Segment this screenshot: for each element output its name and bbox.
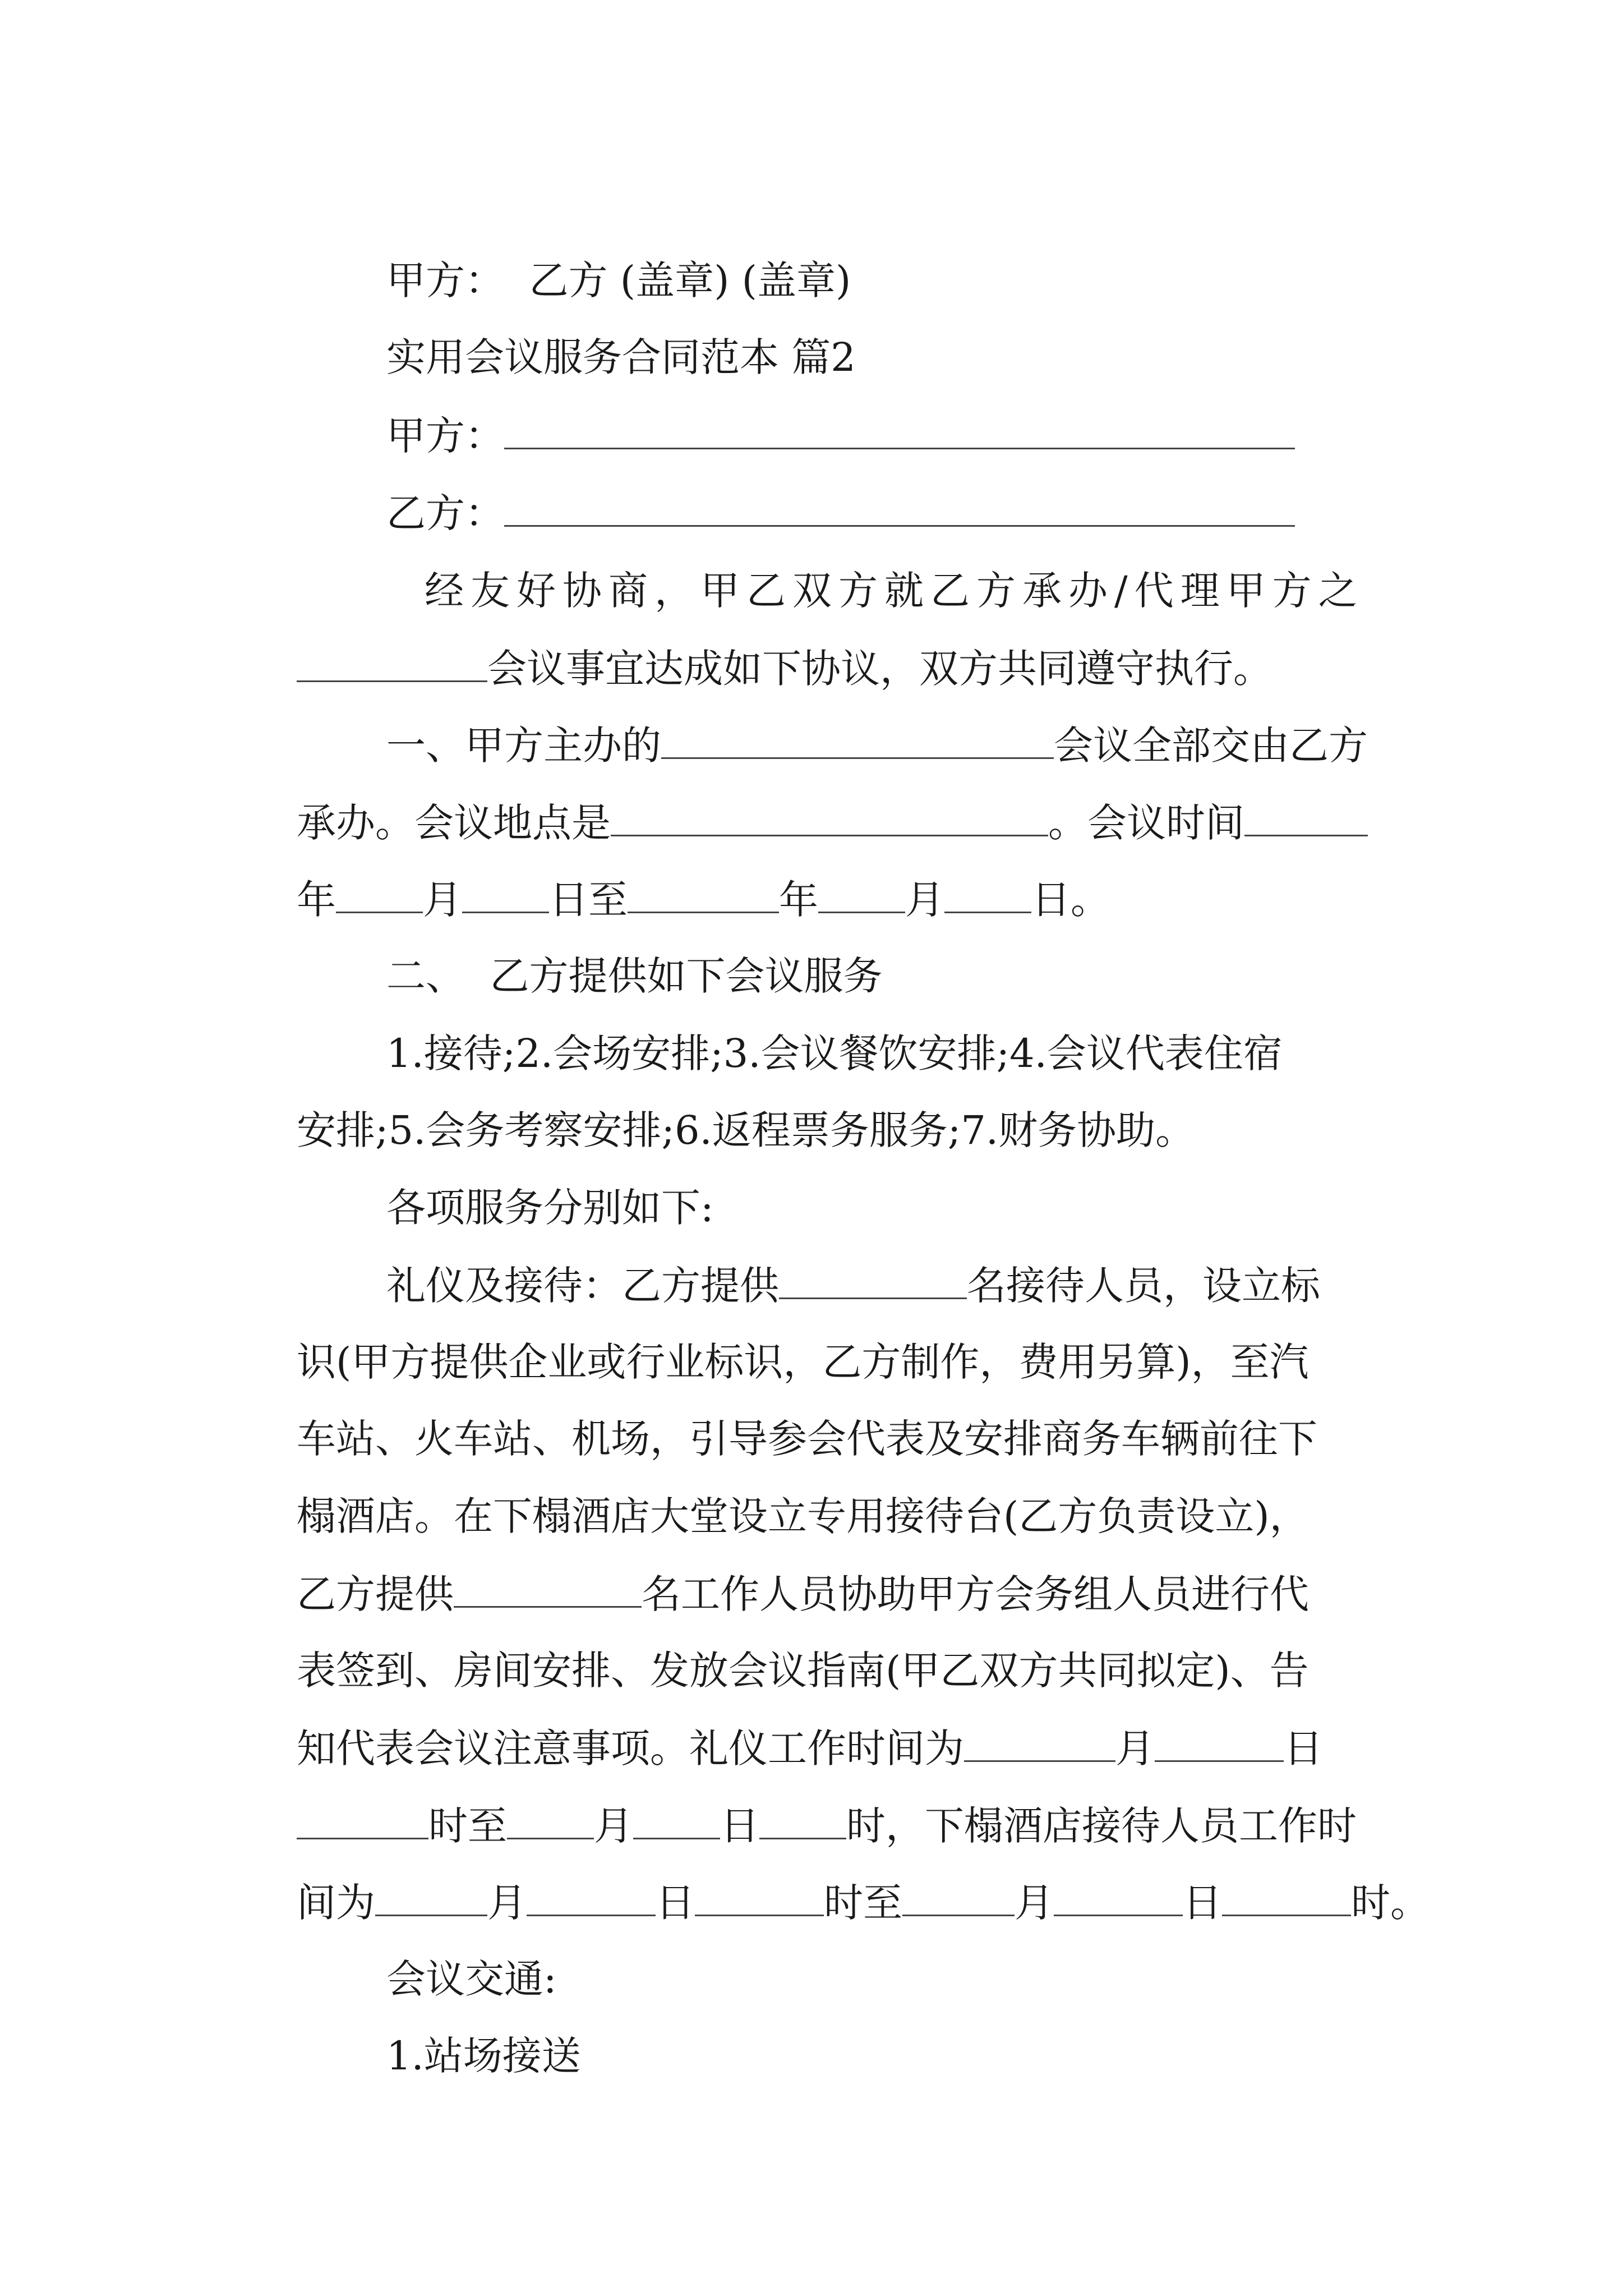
date-blank: [628, 879, 779, 913]
paragraph-text: 会议事宜达成如下协议，双方共同遵守执行。: [487, 646, 1273, 692]
reception-text: 时，下榻酒店接待人员工作时: [846, 1803, 1357, 1849]
date-word: 日至: [549, 877, 628, 923]
date-word: 月: [594, 1803, 634, 1849]
services-intro-text: 各项服务分别如下:: [386, 1185, 714, 1231]
clause-1-text: 一、甲方主办的: [386, 723, 662, 769]
date-word: 月: [905, 877, 945, 923]
meeting-name-blank: [297, 648, 487, 682]
date-word: 日: [1284, 1726, 1324, 1772]
date-blank: [462, 879, 549, 913]
date-word: 年: [779, 877, 819, 923]
date-word: 日: [656, 1880, 695, 1926]
date-word: 月: [487, 1880, 527, 1926]
date-word: 时至: [428, 1803, 508, 1849]
reception-text: 车站、火车站、机场，引导参会代表及安排商务车辆前往下: [297, 1416, 1318, 1462]
date-word: 时至: [824, 1880, 903, 1926]
party-b-blank: [504, 493, 1295, 527]
party-a-blank: [504, 415, 1295, 449]
service-list-text: 1.接待;2.会场安排;3.会议餐饮安排;4.会议代表住宿: [386, 1030, 1283, 1076]
clause-1-text-b: 会议全部交由乙方: [1054, 723, 1368, 769]
reception-text-b: 名接待人员，设立标: [967, 1263, 1321, 1309]
time-blank: [527, 1882, 656, 1916]
section-title-text: 实用会议服务合同范本 篇2: [386, 334, 856, 380]
date-word: 日: [720, 1803, 760, 1849]
reception-text-b: 名工作人员协助甲方会务组人员进行代: [642, 1571, 1310, 1617]
transport-item: [336, 1997, 1481, 2115]
time-blank: [759, 1805, 846, 1839]
date-word: 月: [1015, 1880, 1054, 1926]
date-blank: [336, 879, 423, 913]
time-blank: [964, 1728, 1115, 1762]
time-blank: [1222, 1882, 1351, 1916]
reception-text: 榻酒店。在下榻酒店大堂设立专用接待台(乙方负责设立)，: [297, 1493, 1309, 1539]
reception-text: 表签到、房间安排、发放会议指南(甲乙双方共同拟定)、告: [297, 1648, 1309, 1694]
host-meeting-blank: [661, 725, 1054, 759]
time-blank: [695, 1882, 824, 1916]
date-blank: [818, 879, 905, 913]
party-b-label: 乙方：: [386, 490, 505, 536]
venue-blank: [611, 802, 1048, 836]
time-blank: [1244, 802, 1368, 836]
date-word: 月: [1115, 1726, 1155, 1772]
time-blank: [297, 1805, 428, 1839]
service-list-text: 安排;5.会务考察安排;6.返程票务服务;7.财务协助。: [297, 1107, 1195, 1153]
time-blank: [902, 1882, 1015, 1916]
party-a-label: 甲方：: [386, 413, 505, 459]
time-blank: [1054, 1882, 1183, 1916]
date-word: 时。: [1351, 1880, 1430, 1926]
staff-count-blank: [454, 1573, 642, 1608]
clause-1-text: 承办。会议地点是: [297, 800, 611, 846]
paragraph-text: 经友好协商，甲乙双方就乙方承办/代理甲方之: [425, 568, 1364, 614]
reception-text: 识(甲方提供企业或行业标识，乙方制作，费用另算)，至汽: [297, 1339, 1309, 1385]
date-word: 月: [423, 877, 463, 923]
time-blank: [507, 1805, 594, 1839]
date-word: 日: [1183, 1880, 1223, 1926]
transport-heading-text: 会议交通:: [386, 1956, 557, 2002]
date-word: 年: [297, 877, 336, 923]
reception-text: 间为: [297, 1880, 376, 1926]
clause-2-text: 二、 乙方提供如下会议服务: [386, 953, 883, 999]
signature-text: 甲方： 乙方 (盖章) (盖章): [386, 257, 851, 303]
date-word: 日。: [1031, 877, 1110, 923]
time-blank: [375, 1882, 487, 1916]
date-blank: [944, 879, 1031, 913]
reception-text: 知代表会议注意事项。礼仪工作时间为: [297, 1726, 965, 1772]
time-blank: [1155, 1728, 1284, 1762]
transport-item-text: 1.站场接送: [386, 2033, 581, 2079]
reception-count-blank: [779, 1265, 967, 1299]
clause-1-text-b: 。会议时间: [1048, 800, 1245, 846]
reception-text: 乙方提供: [297, 1571, 454, 1617]
reception-text: 礼仪及接待：乙方提供: [386, 1263, 780, 1309]
time-blank: [633, 1805, 720, 1839]
